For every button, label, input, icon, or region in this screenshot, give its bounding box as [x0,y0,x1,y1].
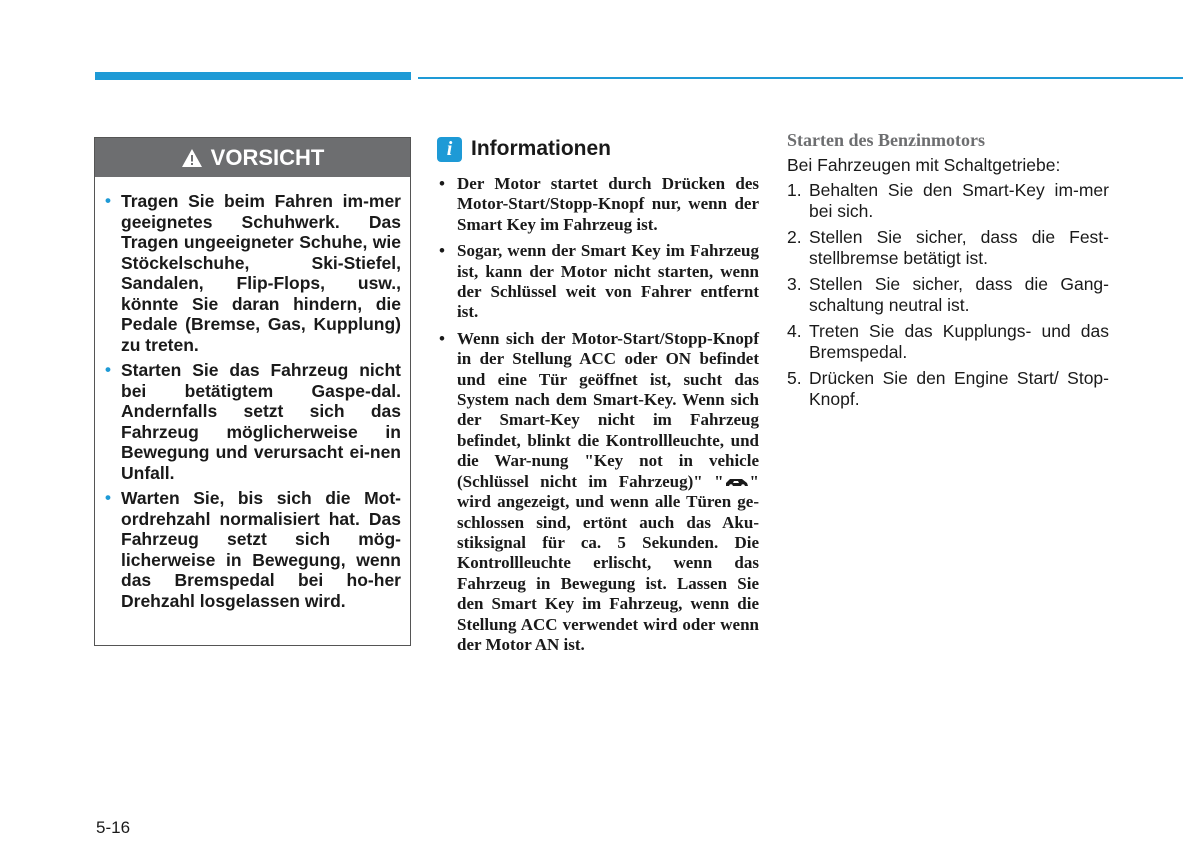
warning-item: • Warten Sie, bis sich die Mot-ordrehzahl normalisiert hat. Das Fahrzeug setzt sich mög-licherweise in Bewegung, wenn das Bremspedal bei ho-her Drehzahl losgelassen wird. [105,488,401,611]
section-intro: Bei Fahrzeugen mit Schaltgetriebe: [787,155,1061,175]
page-number: 5-16 [96,818,131,837]
step-item: 2. Stellen Sie sicher, dass die Fest-stellbremse betätigt ist. [787,227,1109,268]
key-car-warning-icon [724,476,750,488]
info-icon: i [437,137,462,162]
warning-box [94,137,411,646]
step-item: 1. Behalten Sie den Smart-Key im-mer bei sich. [787,180,1109,221]
step-item: 3. Stellen Sie sicher, dass die Gang-schaltung neutral ist. [787,274,1109,315]
section-title: Starten des Benzinmotors [787,130,985,150]
warning-item: • Tragen Sie beim Fahren im-mer geeignetes Schuhwerk. Das Tragen ungeeigneter Schuhe, wie Stöckelschuhe, Ski-Stiefel, Sandalen, Flip-Flops, usw., könnte Sie daran hindern, die Pedale (Bremse, Gas, Kupplung) zu treten. [105,191,401,355]
info-section [437,134,759,661]
info-item: • Wenn sich der Motor-Start/Stopp-Knopf in der Stellung ACC oder ON befindet und eine Tür geöffnet ist, sucht das System nach dem Smart-Key. Wenn sich der Smart-Key nicht im Fahrzeug befindet, blinkt die Kontrollleuchte, und die War-nung "Key not in vehicle (Schlüssel nicht im Fahrzeug)" " " wird angezeigt, und wenn alle Türen ge-schlossen sind, ertönt auch das Aku-stiksignal für ca. 5 Sekunden. Die Kontrollleuchte erlischt, wenn das Fahrzeug in Bewegung ist. Lassen Sie den Smart Key im Fahrzeug, wenn die Stellung ACC verwendet wird oder wenn der Motor AN ist. [439,328,759,654]
warning-triangle-icon [181,148,203,168]
warning-item: • Starten Sie das Fahrzeug nicht bei betätigtem Gaspe-dal. Andernfalls setzt sich das Fahrzeug möglicherweise in Bewegung und verursacht ei-nen Unfall. [105,360,401,483]
info-header [437,134,759,164]
warning-title: VORSICHT [210,144,325,170]
header-rule-thin [418,77,1183,79]
info-item: • Der Motor startet durch Drücken des Motor-Start/Stopp-Knopf nur, wenn der Smart Key im Fahrzeug ist. [439,174,759,234]
starting-section [787,130,1109,415]
warning-header [95,138,410,177]
info-list [437,174,759,655]
info-title: Informationen [471,137,611,160]
step-item: 5. Drücken Sie den Engine Start/ Stop-Knopf. [787,368,1109,409]
info-item: • Sogar, wenn der Smart Key im Fahrzeug ist, kann der Motor nicht starten, wenn der Schlüssel weit von Fahrer entfernt ist. [439,241,759,322]
step-item: 4. Treten Sie das Kupplungs- und das Bremspedal. [787,321,1109,362]
warning-list [95,177,410,611]
steps-list [787,180,1109,410]
header-rule-thick [95,72,411,80]
